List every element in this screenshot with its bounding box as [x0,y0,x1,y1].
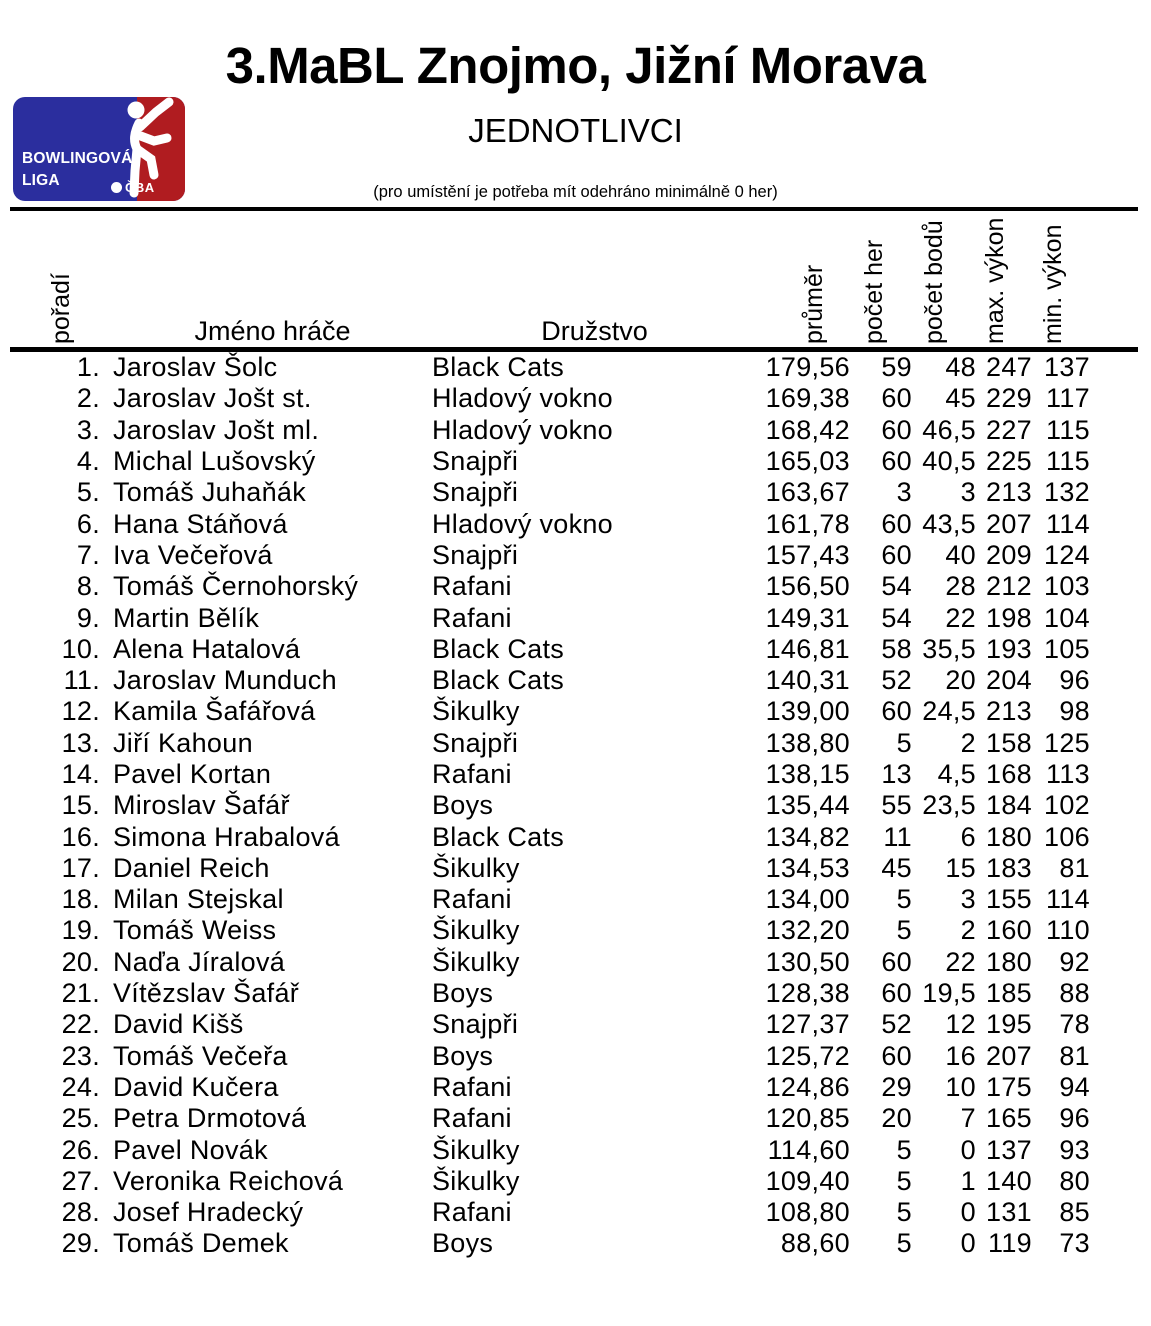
average-cell: 157,43 [765,539,850,570]
player-name-cell: Simona Hrabalová [113,821,340,852]
games-cell: 60 [881,508,912,539]
max-score-cell: 140 [986,1165,1032,1196]
table-row [0,571,1090,602]
player-name-cell: Jaroslav Munduch [113,665,337,696]
average-cell: 135,44 [765,790,850,821]
max-score-cell: 227 [986,414,1032,445]
table-row [0,415,1090,446]
player-name-cell: Michal Lušovský [113,446,316,477]
games-cell: 55 [881,790,912,821]
max-score-cell: 184 [986,790,1032,821]
average-cell: 134,00 [765,884,850,915]
player-name-cell: Naďa Jíralová [113,946,286,977]
points-cell: 43,5 [922,508,976,539]
min-score-cell: 114 [1046,508,1090,539]
average-cell: 146,81 [765,633,850,664]
col-header-points: počet bodů [920,220,948,344]
rank-cell: 26. [61,1134,100,1165]
games-cell: 5 [896,884,912,915]
rank-cell: 18. [61,884,100,915]
points-cell: 28 [945,571,976,602]
max-score-cell: 131 [986,1197,1032,1228]
average-cell: 138,80 [765,727,850,758]
table-row [0,477,1090,508]
min-score-cell: 113 [1046,759,1090,789]
games-cell: 58 [881,633,912,664]
max-score-cell: 180 [986,946,1032,977]
average-cell: 139,00 [765,696,850,727]
games-cell: 13 [881,759,912,789]
max-score-cell: 195 [986,1009,1032,1040]
min-score-cell: 81 [1059,1040,1090,1071]
min-score-cell: 78 [1059,1009,1090,1040]
team-cell: Snajpři [432,446,519,477]
team-cell: Snajpři [432,1009,519,1040]
rank-cell: 17. [61,852,100,883]
team-cell: Šikulky [432,946,520,977]
player-name-cell: Josef Hradecký [113,1197,304,1228]
rank-cell: 23. [61,1040,100,1071]
col-header-max: max. výkon [981,217,1009,344]
rank-cell: 1. [76,352,100,383]
team-cell: Hladový vokno [432,414,613,445]
max-score-cell: 160 [986,915,1032,946]
player-name-cell: Iva Večeřová [113,539,273,570]
games-cell: 45 [881,852,912,883]
average-cell: 168,42 [765,414,850,445]
rank-cell: 12. [61,696,100,727]
min-score-cell: 115 [1046,414,1090,445]
player-name-cell: Tomáš Juhaňák [113,477,307,508]
max-score-cell: 204 [986,665,1032,696]
player-name-cell: Jaroslav Jošt st. [113,383,312,414]
team-cell: Hladový vokno [432,508,613,539]
cba-badge-label: ČBA [125,180,155,195]
points-cell: 19,5 [922,978,976,1009]
games-cell: 3 [896,477,912,508]
games-cell: 52 [881,665,912,696]
average-cell: 128,38 [765,978,850,1009]
table-row [0,1009,1090,1040]
rank-cell: 24. [61,1071,100,1102]
average-cell: 130,50 [765,946,850,977]
cba-badge [111,180,155,195]
player-name-cell: David Kišš [113,1009,244,1040]
min-score-cell: 85 [1059,1197,1090,1228]
games-cell: 54 [881,602,912,633]
max-score-cell: 180 [986,821,1032,852]
page-title: 3.MaBL Znojmo, Jižní Morava [225,37,926,94]
points-cell: 46,5 [922,414,976,445]
max-score-cell: 213 [986,696,1032,727]
player-name-cell: Tomáš Demek [113,1228,289,1259]
points-cell: 0 [960,1134,976,1165]
points-cell: 23,5 [922,790,976,821]
min-score-cell: 125 [1044,727,1090,758]
points-cell: 48 [945,352,976,383]
table-row [0,1072,1090,1103]
col-header-games: počet her [860,239,888,344]
max-score-cell: 207 [986,508,1032,539]
rank-cell: 16. [61,821,100,852]
team-cell: Snajpři [432,477,519,508]
player-name-cell: Jaroslav Šolc [113,352,278,383]
max-score-cell: 165 [986,1103,1032,1134]
max-score-cell: 229 [986,383,1032,414]
player-name-cell: Jaroslav Jošt ml. [113,414,320,445]
league-logo [13,97,185,201]
player-name-cell: David Kučera [113,1071,279,1102]
team-cell: Boys [432,1040,494,1071]
games-cell: 5 [896,1197,912,1228]
player-name-cell: Petra Drmotová [113,1103,307,1134]
table-row [0,1197,1090,1228]
average-cell: 156,50 [765,571,850,602]
rank-cell: 29. [61,1228,100,1259]
min-score-cell: 93 [1059,1134,1090,1165]
games-cell: 5 [896,915,912,946]
average-cell: 138,15 [765,759,850,789]
rank-cell: 20. [61,946,100,977]
rank-cell: 9. [76,602,100,633]
player-name-cell: Daniel Reich [113,852,270,883]
table-row [0,602,1090,633]
points-cell: 24,5 [922,696,976,727]
min-score-cell: 96 [1059,1103,1090,1134]
min-score-cell: 115 [1046,446,1090,477]
max-score-cell: 247 [986,352,1032,383]
table-row [0,821,1090,852]
page-subtitle: JEDNOTLIVCI [468,112,683,149]
games-cell: 60 [881,946,912,977]
min-score-cell: 105 [1044,633,1090,664]
points-cell: 16 [945,1040,976,1071]
min-score-cell: 114 [1046,884,1090,915]
player-name-cell: Alena Hatalová [113,633,301,664]
rank-cell: 25. [61,1103,100,1134]
rank-cell: 2. [76,383,100,414]
team-cell: Black Cats [432,665,565,696]
rank-cell: 6. [76,508,100,539]
max-score-cell: 155 [986,884,1032,915]
table-row [0,508,1090,539]
games-cell: 5 [896,1165,912,1196]
average-cell: 134,82 [765,821,850,852]
average-cell: 132,20 [765,915,850,946]
points-cell: 3 [960,884,976,915]
table-row [0,665,1090,696]
points-cell: 1 [960,1165,976,1196]
team-cell: Black Cats [432,633,565,664]
games-cell: 5 [896,1228,912,1259]
team-cell: Rafani [432,602,512,633]
points-cell: 15 [945,852,976,883]
player-name-cell: Tomáš Večeřa [113,1040,288,1071]
player-name-cell: Jiří Kahoun [113,727,253,758]
rank-cell: 14. [61,759,100,789]
max-score-cell: 168 [986,759,1032,789]
rank-cell: 28. [61,1197,100,1228]
points-cell: 22 [945,602,976,633]
col-header-average: průměr [800,264,828,344]
logo-text-line2: LIGA [22,172,60,189]
min-score-cell: 124 [1044,539,1090,570]
table-row [0,383,1090,414]
rank-cell: 3. [76,414,100,445]
games-cell: 59 [881,352,912,383]
points-cell: 45 [945,383,976,414]
average-cell: 140,31 [765,665,850,696]
points-cell: 7 [960,1103,976,1134]
team-cell: Boys [432,1228,494,1259]
table-row [0,978,1090,1009]
min-score-cell: 80 [1059,1165,1090,1196]
player-name-cell: Tomáš Weiss [113,915,277,946]
team-cell: Black Cats [432,352,565,383]
max-score-cell: 185 [986,978,1032,1009]
team-cell: Rafani [432,571,512,602]
table-row [0,1166,1090,1197]
rank-cell: 15. [61,790,100,821]
table-row [0,728,1090,759]
rank-cell: 27. [61,1165,100,1196]
qualification-note: (pro umístění je potřeba mít odehráno minimálně 0 her) [373,183,778,201]
games-cell: 60 [881,978,912,1009]
min-score-cell: 88 [1059,978,1090,1009]
points-cell: 0 [960,1228,976,1259]
games-cell: 29 [881,1071,912,1102]
average-cell: 127,37 [765,1009,850,1040]
max-score-cell: 119 [988,1228,1032,1259]
team-cell: Rafani [432,1071,512,1102]
team-cell: Snajpři [432,727,519,758]
average-cell: 125,72 [765,1040,850,1071]
min-score-cell: 94 [1059,1071,1090,1102]
max-score-cell: 137 [986,1134,1032,1165]
games-cell: 60 [881,414,912,445]
average-cell: 88,60 [780,1228,850,1259]
min-score-cell: 106 [1044,821,1090,852]
min-score-cell: 96 [1059,665,1090,696]
rank-cell: 10. [61,633,100,664]
results-table [0,352,1090,1260]
team-cell: Rafani [432,884,512,915]
player-name-cell: Hana Stáňová [113,508,288,539]
team-cell: Rafani [432,1103,512,1134]
player-name-cell: Pavel Novák [113,1134,268,1165]
max-score-cell: 175 [986,1071,1032,1102]
col-header-min: min. výkon [1039,224,1067,344]
cba-ball-icon [111,182,122,193]
min-score-cell: 81 [1059,852,1090,883]
rank-cell: 22. [61,1009,100,1040]
col-header-team: Družstvo [541,316,648,346]
average-cell: 109,40 [765,1165,850,1196]
team-cell: Rafani [432,1197,512,1228]
player-name-cell: Miroslav Šafář [113,790,290,821]
table-row [0,759,1090,790]
col-header-name: Jméno hráče [194,316,351,346]
games-cell: 60 [881,1040,912,1071]
games-cell: 60 [881,446,912,477]
min-score-cell: 132 [1044,477,1090,508]
rank-cell: 4. [76,446,100,477]
points-cell: 20 [945,665,976,696]
table-header [0,214,1151,347]
team-cell: Šikulky [432,696,520,727]
table-row [0,540,1090,571]
average-cell: 179,56 [765,352,850,383]
max-score-cell: 158 [986,727,1032,758]
max-score-cell: 198 [986,602,1032,633]
team-cell: Šikulky [432,1134,520,1165]
min-score-cell: 117 [1046,383,1090,414]
points-cell: 6 [960,821,976,852]
table-row [0,915,1090,946]
rank-cell: 21. [61,978,100,1009]
table-row [0,947,1090,978]
average-cell: 108,80 [765,1197,850,1228]
games-cell: 11 [883,821,912,852]
team-cell: Hladový vokno [432,383,613,414]
team-cell: Šikulky [432,852,520,883]
points-cell: 2 [960,727,976,758]
games-cell: 54 [881,571,912,602]
points-cell: 35,5 [922,633,976,664]
min-score-cell: 104 [1044,602,1090,633]
min-score-cell: 137 [1044,352,1090,383]
team-cell: Šikulky [432,915,520,946]
games-cell: 60 [881,539,912,570]
table-row [0,884,1090,915]
player-name-cell: Veronika Reichová [113,1165,344,1196]
average-cell: 163,67 [765,477,850,508]
table-row [0,1134,1090,1165]
team-cell: Black Cats [432,821,565,852]
table-row [0,1041,1090,1072]
team-cell: Boys [432,790,494,821]
max-score-cell: 212 [986,571,1032,602]
min-score-cell: 92 [1059,946,1090,977]
rank-cell: 8. [76,571,100,602]
player-name-cell: Vítězslav Šafář [113,978,300,1009]
points-cell: 0 [960,1197,976,1228]
max-score-cell: 207 [986,1040,1032,1071]
player-name-cell: Martin Bělík [113,602,260,633]
player-name-cell: Kamila Šafářová [113,696,316,727]
max-score-cell: 213 [986,477,1032,508]
min-score-cell: 98 [1059,696,1090,727]
rank-cell: 13. [61,727,100,758]
games-cell: 5 [896,727,912,758]
team-cell: Rafani [432,759,512,789]
average-cell: 161,78 [765,508,850,539]
rank-cell: 5. [76,477,100,508]
table-row [0,696,1090,727]
table-row [0,352,1090,383]
games-cell: 60 [881,696,912,727]
points-cell: 40,5 [922,446,976,477]
points-cell: 40 [945,539,976,570]
points-cell: 12 [945,1009,976,1040]
col-header-rank: pořadí [47,273,75,344]
games-cell: 60 [881,383,912,414]
rank-cell: 19. [61,915,100,946]
average-cell: 134,53 [765,852,850,883]
player-name-cell: Pavel Kortan [113,759,272,789]
max-score-cell: 183 [986,852,1032,883]
average-cell: 114,60 [767,1134,850,1165]
team-cell: Šikulky [432,1165,520,1196]
min-score-cell: 103 [1044,571,1090,602]
table-row [0,1228,1090,1259]
max-score-cell: 209 [986,539,1032,570]
table-row [0,790,1090,821]
team-cell: Boys [432,978,494,1009]
points-cell: 2 [960,915,976,946]
games-cell: 5 [896,1134,912,1165]
rank-cell: 11. [63,665,100,696]
team-cell: Snajpři [432,539,519,570]
games-cell: 52 [881,1009,912,1040]
player-name-cell: Milan Stejskal [113,884,284,915]
rank-cell: 7. [76,539,100,570]
player-name-cell: Tomáš Černohorský [113,571,359,602]
average-cell: 149,31 [765,602,850,633]
average-cell: 169,38 [765,383,850,414]
games-cell: 20 [881,1103,912,1134]
average-cell: 124,86 [765,1071,850,1102]
average-cell: 120,85 [765,1103,850,1134]
points-cell: 10 [945,1071,976,1102]
max-score-cell: 225 [986,446,1032,477]
min-score-cell: 102 [1044,790,1090,821]
header-double-rule [10,207,1138,211]
min-score-cell: 73 [1059,1228,1090,1259]
table-row [0,1103,1090,1134]
points-cell: 4,5 [937,759,976,789]
points-cell: 22 [945,946,976,977]
points-cell: 3 [960,477,976,508]
table-row [0,634,1090,665]
max-score-cell: 193 [986,633,1032,664]
table-row [0,853,1090,884]
table-row [0,446,1090,477]
logo-text-line1: BOWLINGOVÁ [22,150,133,167]
min-score-cell: 110 [1046,915,1090,946]
average-cell: 165,03 [765,446,850,477]
